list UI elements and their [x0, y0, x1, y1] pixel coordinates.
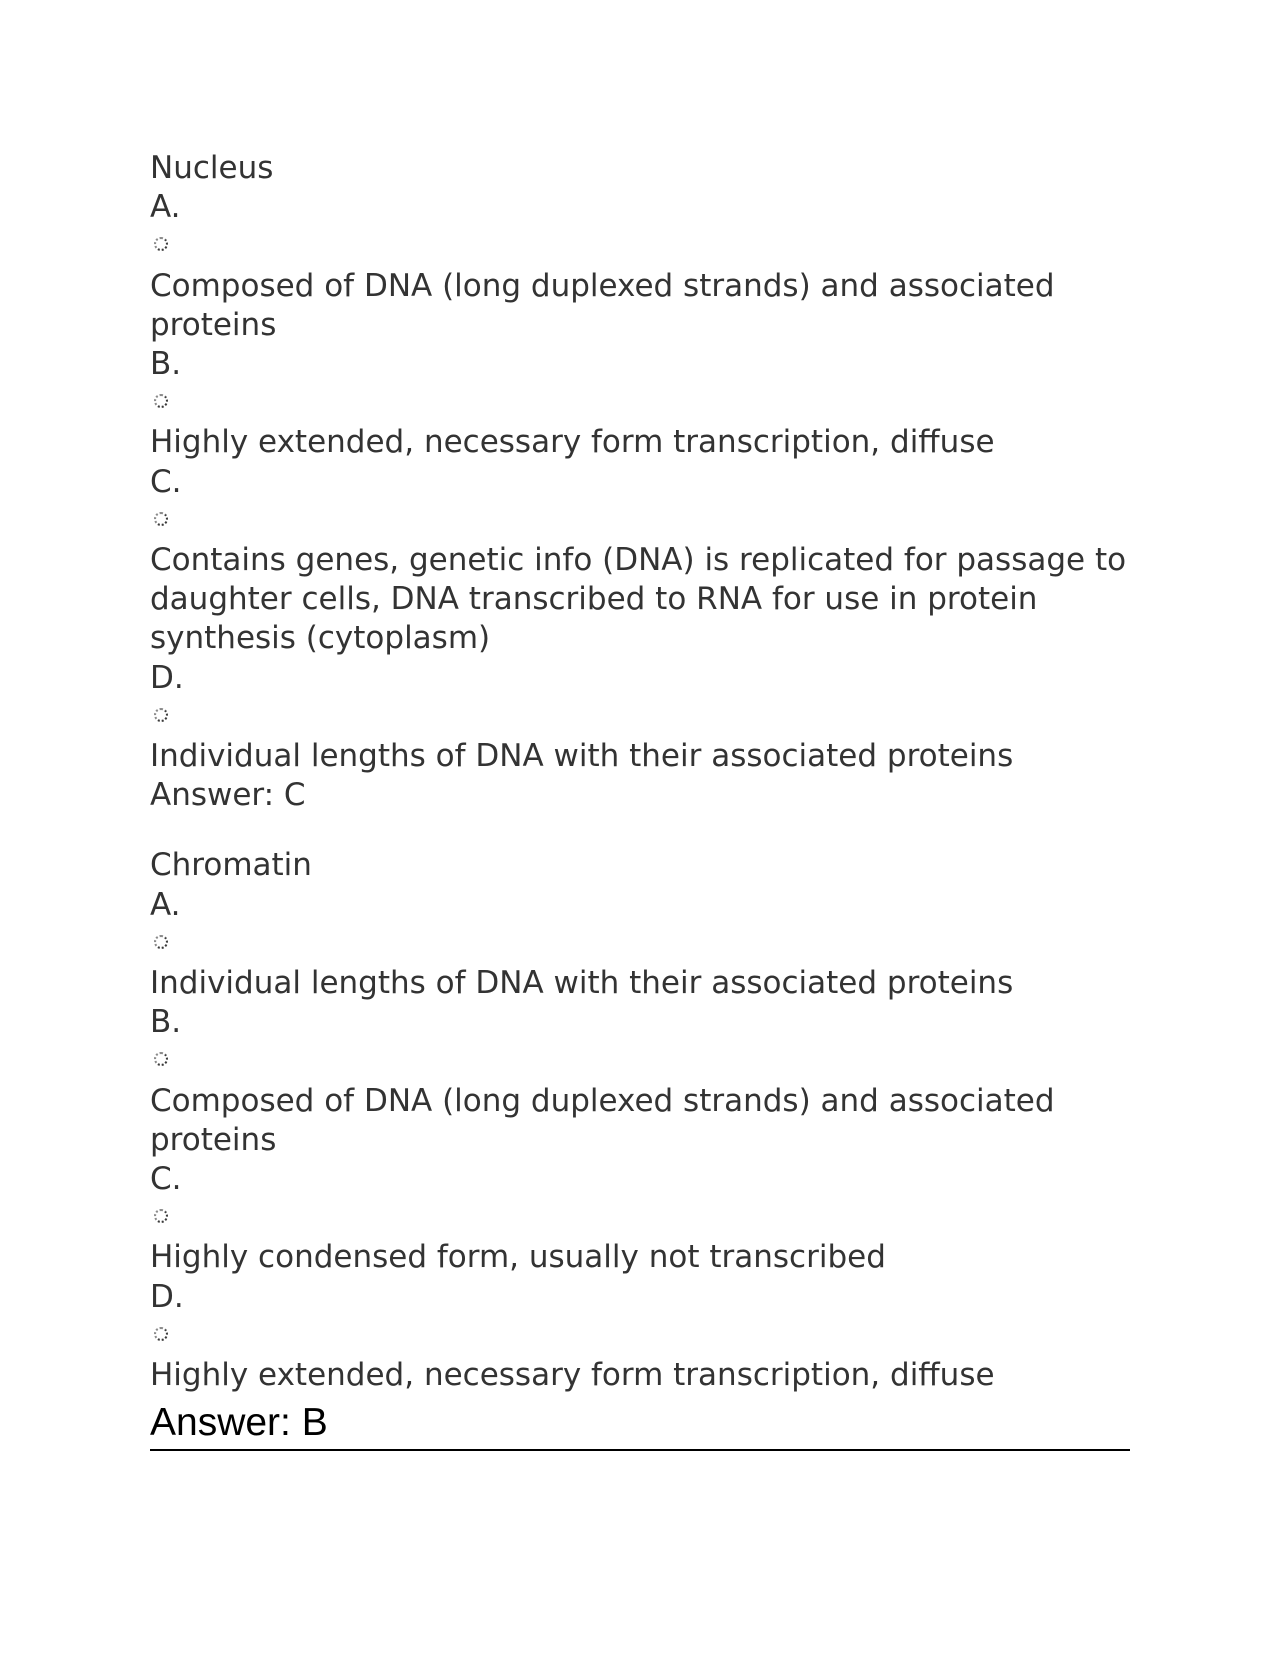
answer-text: Answer: C: [150, 777, 306, 814]
option-text: Highly extended, necessary form transcription, diffuse: [150, 424, 995, 461]
spacer: [150, 815, 1130, 846]
option: [150, 1278, 1130, 1396]
radio-icon: [154, 1327, 168, 1341]
option: [150, 188, 1130, 345]
option-letter: A.: [150, 189, 181, 226]
option-text: Composed of DNA (long duplexed strands) and associated proteins: [150, 1082, 1055, 1158]
option: [150, 345, 1130, 463]
option-letter: A.: [150, 886, 181, 923]
answer-text: Answer: B: [150, 1395, 1130, 1451]
option: [150, 886, 1130, 1004]
option-radio[interactable]: [150, 502, 1130, 541]
radio-icon: [154, 935, 168, 949]
option-radio[interactable]: [150, 227, 1130, 266]
option-letter: B.: [150, 346, 182, 382]
radio-icon: [154, 394, 168, 408]
radio-icon: [154, 237, 168, 251]
option-radio[interactable]: [150, 1317, 1130, 1356]
option-letter: D.: [150, 659, 184, 696]
option: [150, 1003, 1130, 1160]
option-letter: B.: [150, 1004, 182, 1041]
radio-icon: [154, 512, 168, 526]
option-radio[interactable]: [150, 1199, 1130, 1238]
option-radio[interactable]: [150, 1042, 1130, 1081]
option-text: Contains genes, genetic info (DNA) is replicated for passage to daughter cells, DNA transcribed to RNA for use in protein synthesis (cytoplasm): [150, 541, 1127, 657]
option-text: Highly condensed form, usually not transcribed: [150, 1239, 886, 1276]
question-term: Nucleus: [150, 150, 274, 186]
option-letter: C.: [150, 463, 182, 500]
option-radio[interactable]: [150, 698, 1130, 737]
option-radio[interactable]: [150, 384, 1130, 423]
option-text: Individual lengths of DNA with their associated proteins: [150, 964, 1014, 1001]
document-page: [150, 149, 1130, 1451]
question-block: [150, 149, 1130, 815]
option-radio[interactable]: [150, 925, 1130, 964]
option-letter: D.: [150, 1278, 184, 1315]
option: [150, 463, 1130, 659]
option: [150, 659, 1130, 777]
option-text: Composed of DNA (long duplexed strands) and associated proteins: [150, 267, 1055, 343]
option-text: Highly extended, necessary form transcription, diffuse: [150, 1356, 995, 1393]
radio-icon: [154, 1052, 168, 1066]
option-text: Individual lengths of DNA with their associated proteins: [150, 737, 1014, 774]
radio-icon: [154, 708, 168, 722]
question-term: Chromatin: [150, 847, 312, 884]
question-block: [150, 846, 1130, 1451]
option: [150, 1160, 1130, 1278]
radio-icon: [154, 1209, 168, 1223]
option-letter: C.: [150, 1160, 182, 1197]
